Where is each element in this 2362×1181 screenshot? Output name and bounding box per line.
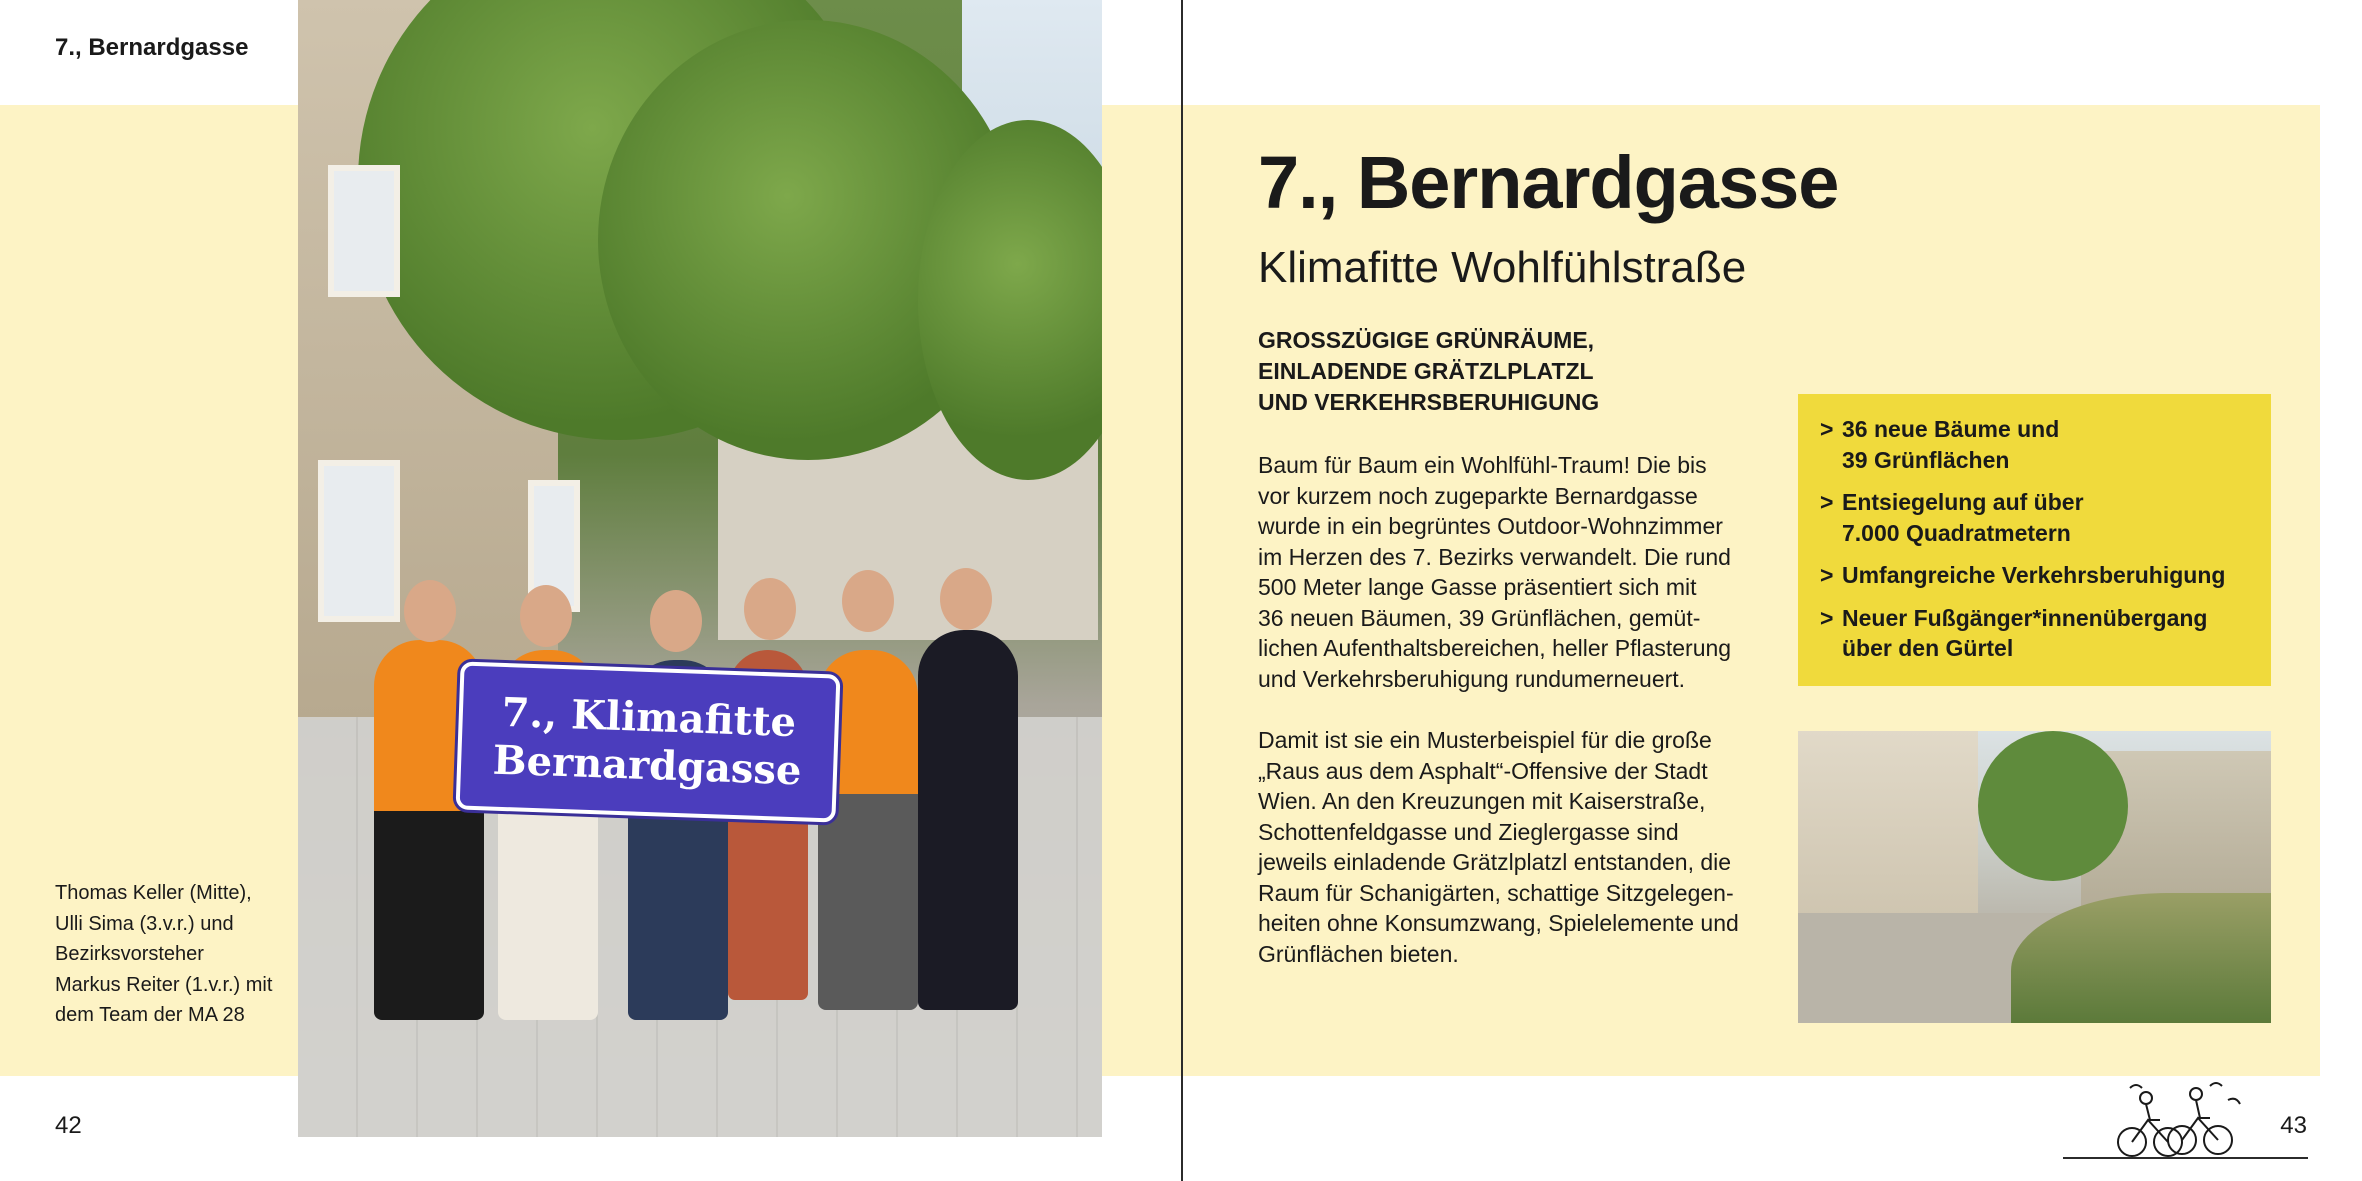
fact-item xyxy=(1820,560,2253,591)
body-line: Wien. An den Kreuzungen mit Kaiserstraße, xyxy=(1258,788,1706,814)
fact-text: Neuer Fußgänger*innenübergang über den Gürtel xyxy=(1842,604,2208,661)
footer-rule xyxy=(2063,1157,2308,1159)
body-line: im Herzen des 7. Bezirks verwandelt. Die rund xyxy=(1258,543,1731,570)
bullet-arrow: > xyxy=(1820,604,1834,631)
bullet-arrow: > xyxy=(1820,562,1834,588)
body-line: 500 Meter lange Gasse präsentiert sich mit xyxy=(1258,574,1697,600)
body-line: Damit ist sie ein Musterbeispiel für die große xyxy=(1258,727,1712,753)
fact-text: 36 neue Bäume und 39 Grünflächen xyxy=(1842,416,2060,473)
body-line: 36 neuen Bäumen, 39 Grünflächen, gemüt- xyxy=(1258,604,1701,631)
street-rendering-image xyxy=(1798,731,2271,1023)
body-line: Schottenfeldgasse und Zieglergasse sind xyxy=(1258,818,1679,845)
caption-line: Ulli Sima (3.v.r.) und xyxy=(55,912,234,935)
body-paragraph-2 xyxy=(1258,725,1768,969)
lead-heading xyxy=(1258,325,1599,418)
team-photo xyxy=(298,0,1102,1137)
lead-line: EINLADENDE GRÄTZLPLATZL xyxy=(1258,358,1594,384)
body-line: Grünflächen bieten. xyxy=(1258,940,1459,967)
body-line: heiten ohne Konsumzwang, Spielelemente und xyxy=(1258,910,1739,936)
lead-line: GROSSZÜGIGE GRÜNRÄUME, xyxy=(1258,327,1595,353)
caption-line: Markus Reiter (1.v.r.) mit xyxy=(55,973,273,996)
page-subtitle: Klimafitte Wohlfühlstraße xyxy=(1258,243,1747,292)
street-sign-line-1: 7., Klimafitte xyxy=(500,688,797,747)
caption-line: Bezirksvorsteher xyxy=(55,943,204,965)
fact-item xyxy=(1820,603,2253,664)
cyclists-icon xyxy=(2110,1080,2250,1160)
page-title: 7., Bernardgasse xyxy=(1258,141,1839,224)
lead-line: UND VERKEHRSBERUHIGUNG xyxy=(1258,389,1600,415)
page-number-left: 42 xyxy=(55,1112,82,1139)
body-line: Raum für Schanigärten, schattige Sitzgelegen- xyxy=(1258,879,1734,906)
running-head: 7., Bernardgasse xyxy=(55,34,249,61)
body-line: „Raus aus dem Asphalt“-Offensive der Stadt xyxy=(1258,757,1708,784)
bullet-arrow: > xyxy=(1820,489,1834,515)
bullet-arrow: > xyxy=(1820,416,1834,442)
photo-caption xyxy=(55,878,285,1031)
body-line: lichen Aufenthaltsbereichen, heller Pflasterung xyxy=(1258,635,1732,661)
facts-box xyxy=(1798,394,2271,686)
caption-line: dem Team der MA 28 xyxy=(55,1004,245,1026)
body-line: jeweils einladende Grätzlplatzl entstanden, die xyxy=(1258,849,1732,875)
fact-item xyxy=(1820,414,2253,475)
body-line: Baum für Baum ein Wohlfühl-Traum! Die bis xyxy=(1258,452,1707,478)
fact-text: Umfangreiche Verkehrsberuhigung xyxy=(1842,562,2226,588)
page-number-right: 43 xyxy=(2280,1112,2307,1139)
fact-item xyxy=(1820,487,2253,548)
street-sign xyxy=(456,661,841,822)
body-paragraph-1 xyxy=(1258,450,1768,694)
body-line: und Verkehrsberuhigung rundumerneuert. xyxy=(1258,665,1686,692)
body-line: vor kurzem noch zugeparkte Bernardgasse xyxy=(1258,482,1698,509)
caption-line: Thomas Keller (Mitte), xyxy=(55,882,252,904)
street-sign-line-2: Bernardgasse xyxy=(492,736,803,795)
body-line: wurde in ein begrüntes Outdoor-Wohnzimmer xyxy=(1258,513,1723,539)
fact-text: Entsiegelung auf über 7.000 Quadratmetern xyxy=(1842,489,2084,546)
page-spine xyxy=(1181,0,1183,1181)
